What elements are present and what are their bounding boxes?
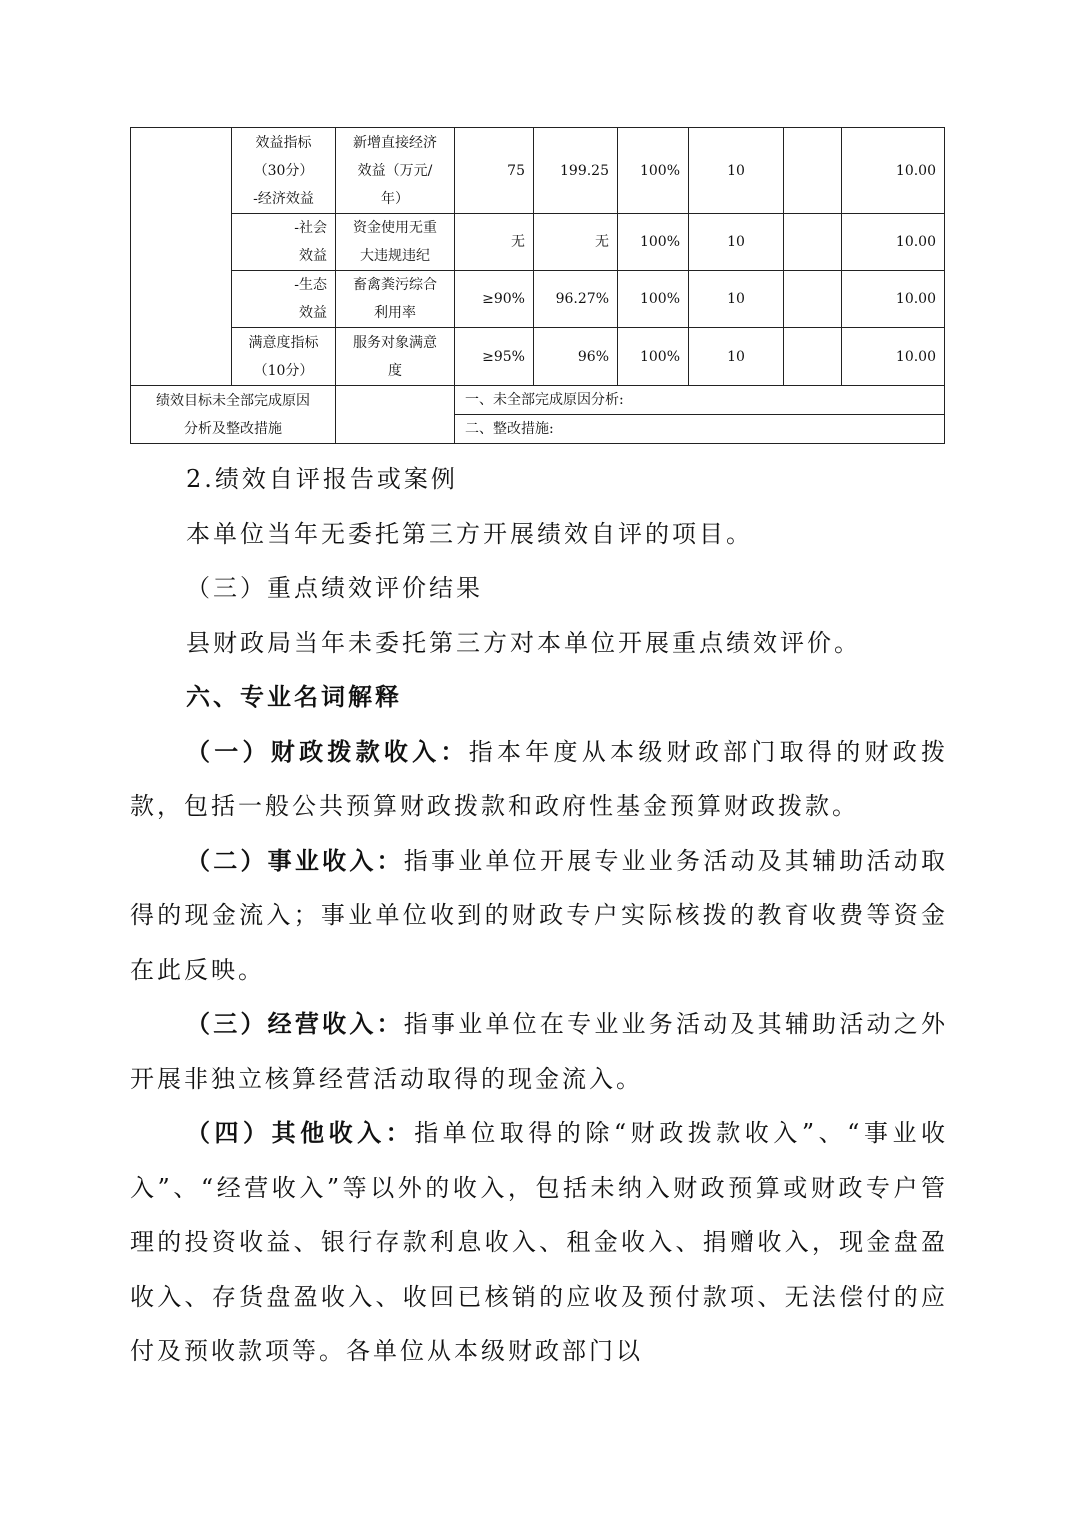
definition-text: 指事业单位开展专业业务活动及其辅助活动取得的现金流入；事业单位收到的财政专户实际核拨的教育收费等资金在此反映。 [130,846,949,984]
target-cell: 75 [455,128,534,214]
indicator-cell: 服务对象满意 度 [336,328,455,386]
rate-cell: 100% [618,271,689,328]
definition-term: （二）事业收入： [186,846,404,875]
definition-text: 指事业单位在专业业务活动及其辅助活动之外开展非独立核算经营活动取得的现金流入。 [130,1010,949,1093]
table-row [131,214,945,271]
analysis-cell: 一、未全部完成原因分析: [455,386,945,415]
indicator-cell: 资金使用无重 大违规违纪 [336,214,455,271]
performance-table [130,127,945,444]
blank-cell [784,271,842,328]
sub-indicator-cell: -社会 效益 [232,214,336,271]
definition-term: （一）财政拨款收入： [186,737,469,766]
paragraph-key-evaluation: 县财政局当年未委托第三方对本单位开展重点绩效评价。 [186,628,861,657]
sub-indicator-cell: -生态 效益 [232,271,336,328]
document-body [130,452,948,1379]
sub-indicator-cell: 效益指标 （30分） -经济效益 [232,128,336,214]
score-cell: 10.00 [842,128,945,214]
definition-term: （三）经营收入： [186,1010,404,1038]
actual-cell: 199.25 [534,128,618,214]
weight-cell: 10 [689,128,784,214]
score-cell: 10.00 [842,214,945,271]
table-row [131,271,945,328]
blank-cell [784,214,842,271]
paragraph-self-evaluation-title: 2.绩效自评报告或案例 [186,465,458,493]
measures-cell: 二、整改措施: [455,415,945,444]
table-row [131,328,945,386]
table-row [131,128,945,214]
definition-term: （四）其他收入： [186,1119,415,1147]
weight-cell: 10 [689,328,784,386]
section-heading: 六、专业名词解释 [186,683,402,711]
footer-label-cell: 绩效目标未全部完成原因 分析及整改措施 [131,386,336,444]
definition-text: 指单位取得的除“财政拨款收入”、“事业收入”、“经营收入”等以外的收入，包括未纳入财政预算或财政专户管理的投资收益、银行存款利息收入、租金收入、捐赠收入，现金盘盈收入、存货盘盈收入、收回已核销的应收及预付款项、无法偿付的应付及预收款项等。各单位从本级财政部门以 [130,1119,948,1365]
weight-cell: 10 [689,271,784,328]
paragraph-self-evaluation: 本单位当年无委托第三方开展绩效自评的项目。 [186,519,753,548]
rate-cell: 100% [618,128,689,214]
indicator-cell: 新增直接经济 效益（万元/ 年） [336,128,455,214]
definition-text: 指本年度从本级财政部门取得的财政拨款，包括一般公共预算财政拨款和政府性基金预算财政拨款。 [130,737,949,820]
table-row [131,386,945,415]
definition-paragraph [130,1106,948,1379]
score-cell: 10.00 [842,328,945,386]
target-cell: ≥95% [455,328,534,386]
indicator-cell: 畜禽粪污综合 利用率 [336,271,455,328]
paragraph-key-evaluation-title: （三）重点绩效评价结果 [186,574,483,602]
footer-blank-cell [336,386,455,444]
target-cell: 无 [455,214,534,271]
definition-paragraph [130,997,948,1106]
sub-indicator-cell: 满意度指标 （10分） [232,328,336,386]
actual-cell: 96% [534,328,618,386]
definition-paragraph [130,725,948,834]
definition-paragraph [130,834,948,998]
target-cell: ≥90% [455,271,534,328]
blank-cell [784,128,842,214]
rate-cell: 100% [618,214,689,271]
blank-cell [784,328,842,386]
score-cell: 10.00 [842,271,945,328]
actual-cell: 96.27% [534,271,618,328]
actual-cell: 无 [534,214,618,271]
first-column-cell [131,128,232,386]
weight-cell: 10 [689,214,784,271]
rate-cell: 100% [618,328,689,386]
